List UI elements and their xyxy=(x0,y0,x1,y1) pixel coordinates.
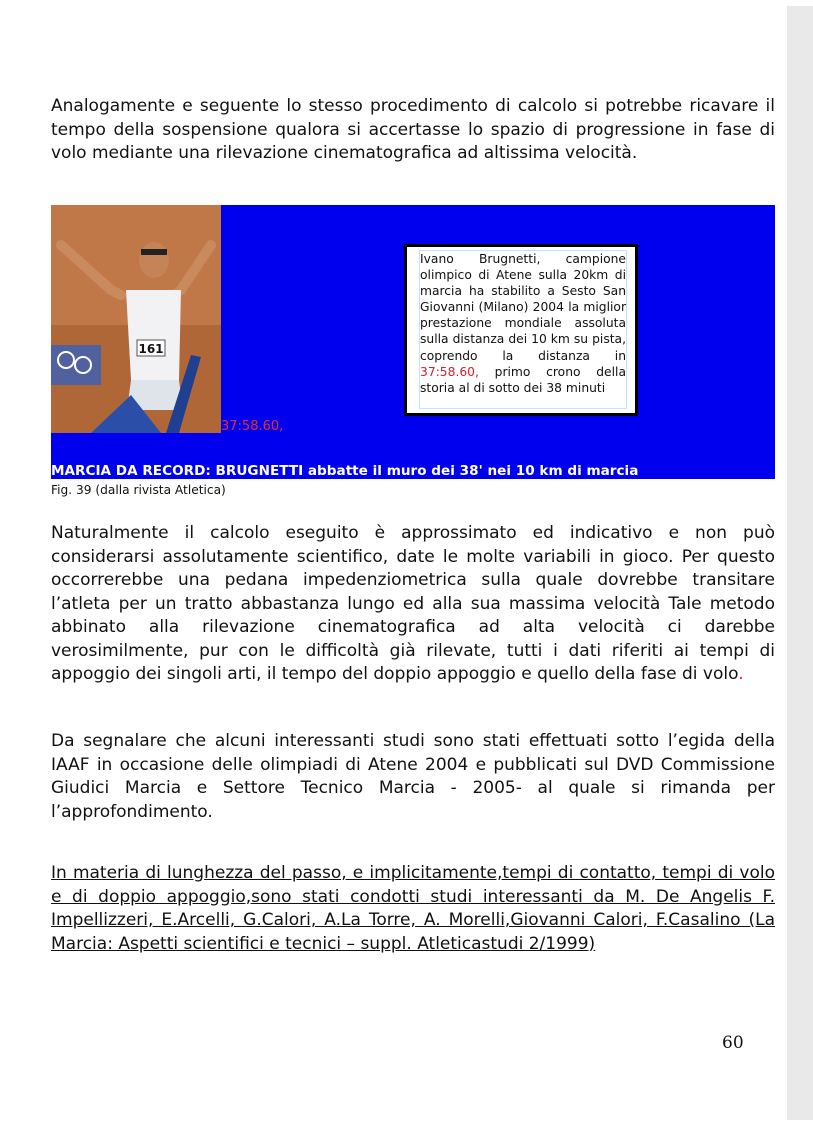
athlete-photo xyxy=(51,205,221,433)
caption-box xyxy=(404,244,638,416)
caption-inner xyxy=(419,250,627,409)
time-label: 37:58.60, xyxy=(221,419,284,434)
caption-part1: Ivano Brugnetti, campione olimpico di Atene sulla 20km di marcia ha stabilito a Sesto San Giovanni (Milano) 2004 la miglior prestazione mondiale assoluta sulla distanza dei 10 km su pista, coprendo la distanza in xyxy=(420,252,626,363)
paragraph-references: In materia di lunghezza del passo, e implicitamente,tempi di contatto, tempi di volo e di doppio appoggio,sono stati condotti studi interessanti da M. De Angelis F. Impellizzeri, E.Arcelli, G.Calori, A.La Torre, A. Morelli,Giovanni Calori, F.Casalino (La Marcia: Aspetti scientifici e tecnici – suppl. Atleticastudi 2/1999) xyxy=(51,863,775,954)
caption-time: 37:58.60, xyxy=(420,364,479,379)
caption-part2: primo crono della storia al di sotto dei 38 minuti xyxy=(420,364,626,395)
figure-label: Fig. 39 (dalla rivista Atletica) xyxy=(51,483,226,497)
caption-text xyxy=(420,251,626,396)
paragraph-calculation xyxy=(51,522,775,687)
paragraph-iaaf-studies: Da segnalare che alcuni interessanti studi sono stati effettuati sotto l’egida della IAAF in occasione delle olimpiadi di Atene 2004 e pubblicati sul DVD Commissione Giudici Marcia e Settore Tecnico Marcia - 2005- al quale si rimanda per l’approfondimento. xyxy=(51,731,775,822)
paragraph-calculation-text: Naturalmente il calcolo eseguito è approssimato ed indicativo e non può considerarsi assolutamente scientifico, date le molte variabili in gioco. Per questo occorrerebbe una pedana impedenziometrica sulla quale dovrebbe transitare l’atleta per un tratto abbastanza lungo ed alla sua massima velocità Tale metodo abbinato alla rilevazione cinematografica ad alta velocità ci darebbe verosimilmente, pur con le difficoltà già rilevate, tutti i dati riferiti ai tempi di appoggio dei singoli arti, il tempo del doppio appoggio e quello della fase di volo xyxy=(51,523,775,684)
figure-banner xyxy=(51,205,775,479)
paragraph-calculation-period: . xyxy=(738,664,744,684)
page-number: 60 xyxy=(722,1033,744,1053)
bib-number: 161 xyxy=(138,342,164,356)
scrollbar[interactable] xyxy=(787,6,813,1120)
banner-title: MARCIA DA RECORD: BRUGNETTI abbatte il muro dei 38' nei 10 km di marcia xyxy=(51,463,639,479)
paragraph-intro: Analogamente e seguente lo stesso procedimento di calcolo si potrebbe ricavare il tempo della sospensione qualora si accertasse lo spazio di progressione in fase di volo mediante una rilevazione cinematografica ad altissima velocità. xyxy=(51,96,775,163)
